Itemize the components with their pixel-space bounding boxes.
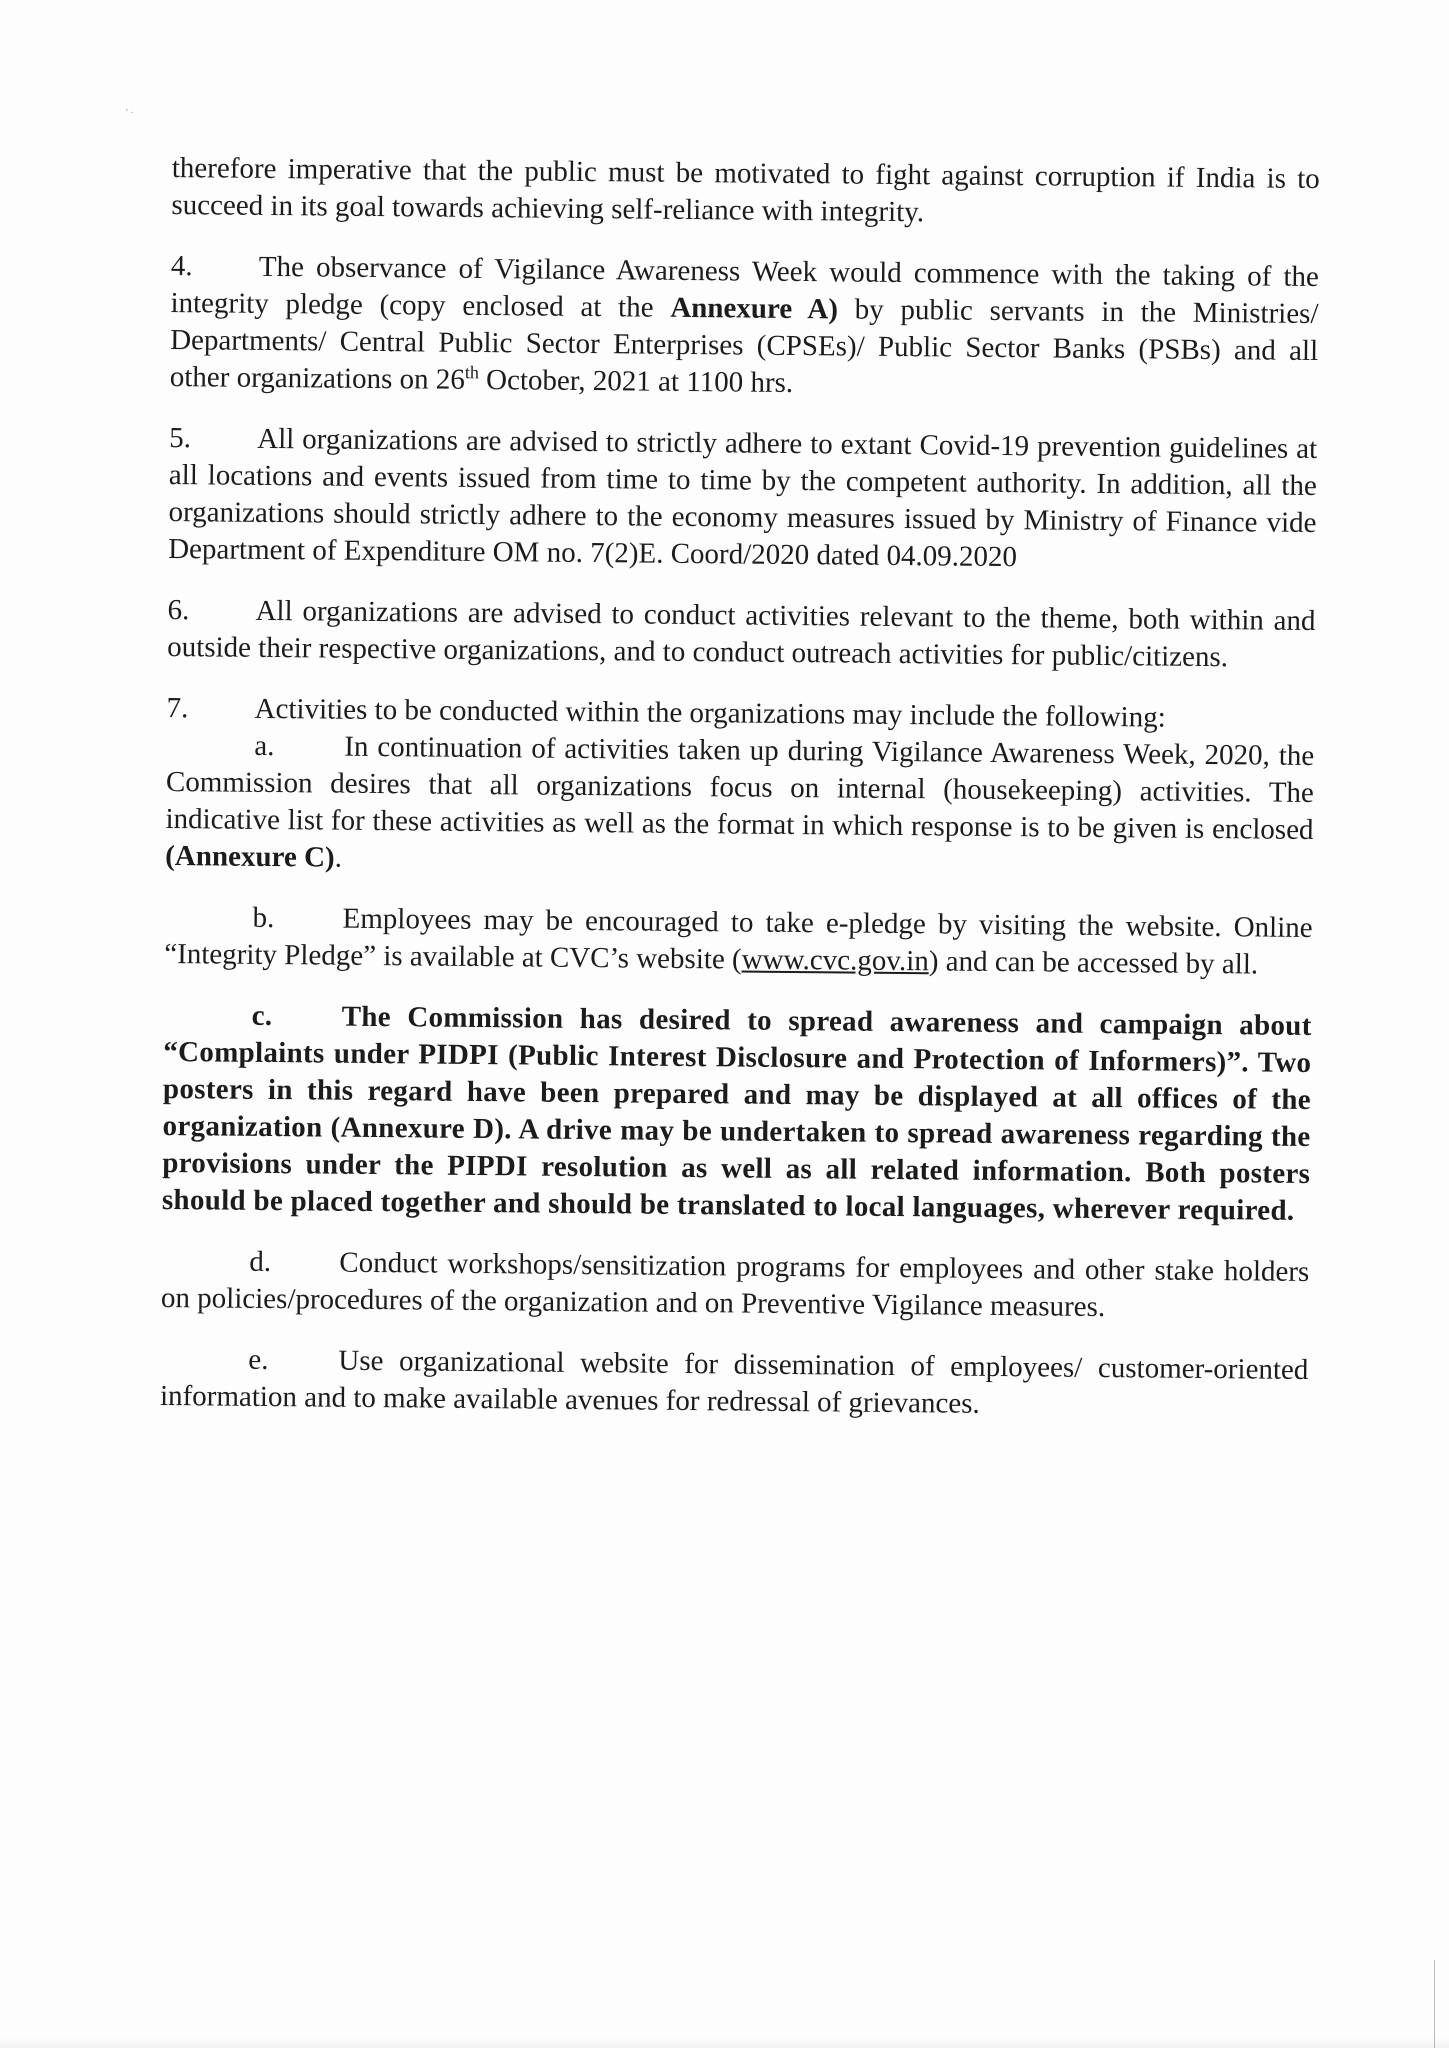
paragraph-6	[167, 592, 1316, 677]
paragraph-text: All organizations are advised to conduct activities relevant to the theme, both within and outside their respective organizations, and to conduct outreach activities for public/citizens.	[167, 594, 1316, 674]
list-item-label: e.	[248, 1343, 269, 1376]
paragraph-text: The observance of Vigilance Awareness Week would commence with the taking of the integrity pledge (copy enclosed at the	[170, 250, 1319, 324]
ordinal-suffix: th	[464, 362, 480, 383]
paragraph-number: 4.	[170, 249, 193, 283]
list-item-text: .	[334, 841, 343, 874]
list-item-c	[162, 997, 1312, 1230]
list-item-label: b.	[252, 901, 275, 935]
paragraph-text: Activities to be conducted within the organizations may include the following:	[254, 692, 1166, 734]
list-item-label: a.	[254, 729, 275, 763]
annexure-c-reference: (Annexure C)	[165, 839, 335, 874]
paragraph-number: 5.	[169, 421, 192, 455]
scan-speck: ' ·	[126, 108, 134, 119]
list-item-text: The Commission has desired to spread awareness and campaign about “Complaints under PIDPI (Public Interest Disclosure and Protection of Informers)”. Two posters in this regard have been prepared and may be displayed at all offices of the organization (Annexure D). A drive may be undertaken to spread awareness regarding the provisions under the PIPDI resolution as well as all related information. Both posters should be placed together and should be translated to local languages, wherever required.	[161, 1000, 1312, 1227]
list-item-b	[164, 899, 1313, 984]
annexure-a-reference: Annexure A)	[670, 291, 839, 326]
paragraph-text: by public servants in the Ministries/ Departments/ Central Public Sector Enterprises (CPSEs)/ Public Sector Banks (PSBs) and all other organizations on 26	[169, 293, 1319, 396]
paragraph-number: 7.	[166, 691, 189, 725]
intro-text: therefore imperative that the public must be motivated to fight against corruption if India is to succeed in its goal towards achieving self-reliance with integrity.	[171, 151, 1320, 229]
list-item-a	[165, 727, 1314, 886]
intro-paragraph	[171, 150, 1320, 235]
list-item-text: Conduct workshops/sensitization programs for employees and other stake holders on policies/procedures of the organization and on Preventive Vigilance measures.	[160, 1246, 1310, 1324]
list-item-e	[160, 1341, 1309, 1426]
list-item-text: In continuation of activities taken up during Vigilance Awareness Week, 2020, the Commission desires that all organizations focus on internal (housekeeping) activities. The indicative list for these activities as well as the format in which response is to be given is enclosed	[165, 730, 1315, 846]
scan-shadow	[0, 2038, 1449, 2048]
list-item-text: ) and can be accessed by all.	[928, 945, 1259, 981]
cvc-website-link[interactable]: www.cvc.gov.in	[741, 943, 929, 978]
list-item-text: Employees may be encouraged to take e-pledge by visiting the website. Online “Integrity Pledge” is available at CVC’s website (	[164, 902, 1313, 976]
paragraph-text: October, 2021 at 1100 hrs.	[478, 363, 794, 399]
paragraph-number: 6.	[167, 593, 190, 627]
paragraph-5	[168, 420, 1317, 579]
list-item-label: d.	[249, 1245, 272, 1279]
paragraph-4	[170, 248, 1319, 407]
list-item-d	[161, 1243, 1310, 1328]
document-body	[160, 150, 1320, 1426]
scan-edge-line	[1434, 1960, 1435, 2048]
list-item-label: c.	[251, 999, 273, 1033]
list-item-text: Use organizational website for dissemination of employees/ customer-oriented information and to make available avenues for redressal of grievances.	[159, 1344, 1309, 1420]
paragraph-text: All organizations are advised to strictly adhere to extant Covid-19 prevention guidelines at all locations and events issued from time to time by the competent authority. In addition, all the organizations should strictly adhere to the economy measures issued by Ministry of Finance vide Department of Expenditure OM no. 7(2)E. Coord/2020 dated 04.09.2020	[168, 422, 1318, 574]
